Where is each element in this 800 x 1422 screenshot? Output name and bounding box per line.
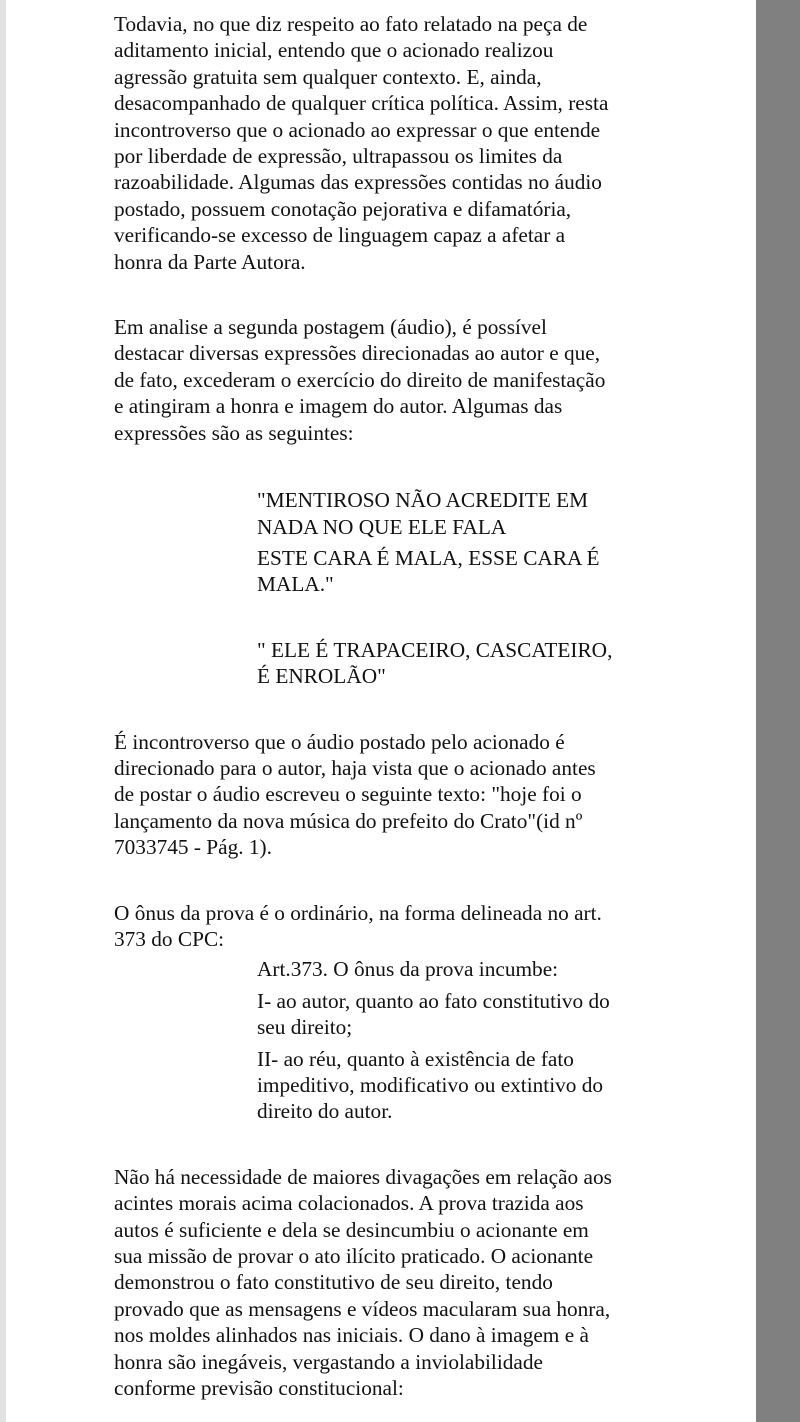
quote-mala: ESTE CARA É MALA, ESSE CARA É MALA." [257,545,600,597]
document-body [114,11,654,1401]
paragraph-aditamento: Todavia, no que diz respeito ao fato relatado na peça de aditamento inicial, entendo que o acionado realizou agressão gratuita sem qualquer contexto. E, ainda, desacompanhado de qualquer crítica política. Assim, resta incontroverso que o acionado ao expressar o que entende por liberdade de expressão, ultrapassou os limites da razoabilidade. Algumas das expressões contidas no áudio postado, possuem conotação pejorativa e difamatória, verificando-se excesso de linguagem capaz a afetar a honra da Parte Autora. [114,12,609,274]
article-373-title: Art.373. O ônus da prova incumbe: [257,957,559,982]
quote-trapaceiro: " ELE É TRAPACEIRO, CASCATEIRO, É ENROLÃO" [257,637,613,689]
article-373-item-2: II- ao réu, quanto à existência de fato impeditivo, modificativo ou extintivo do direito do autor. [257,1046,604,1124]
paragraph-incontroverso: É incontroverso que o áudio postado pelo acionado é direcionado para o autor, haja vista que o acionado antes de postar o áudio escreveu o seguinte texto: "hoje foi o lançamento da nova música do prefeito do Crato"(id nº 7033745 - Pág. 1). [114,729,596,860]
article-373-item-1: I- ao autor, quanto ao fato constitutivo do seu direito; [257,988,610,1040]
paragraph-onus-prova: O ônus da prova é o ordinário, na forma delineada no art. 373 do CPC: [114,900,602,951]
right-gray-margin [756,0,800,1422]
paragraph-analise-audio: Em analise a segunda postagem (áudio), é possível destacar diversas expressões direcionadas ao autor e que, de fato, excederam o exercício do direito de manifestação e atingiram a honra e imagem do autor. Algumas das expressões são as seguintes: [114,315,606,445]
paragraph-divagacoes: Não há necessidade de maiores divagações em relação aos acintes morais acima colacionados. A prova trazida aos autos é suficiente e dela se desincumbiu o acionante em sua missão de provar o ato ilícito praticado. O acionante demonstrou o fato constitutivo de seu direito, tendo provado que as mensagens e vídeos macularam sua honra, nos moldes alinhados nas iniciais. O dano à imagem e à honra são inegáveis, vergastando a inviolabilidade conforme previsão constitucional: [114,1164,612,1401]
left-page-edge [0,0,6,1422]
quote-mentiroso: "MENTIROSO NÃO ACREDITE EM NADA NO QUE ELE FALA [257,488,589,539]
